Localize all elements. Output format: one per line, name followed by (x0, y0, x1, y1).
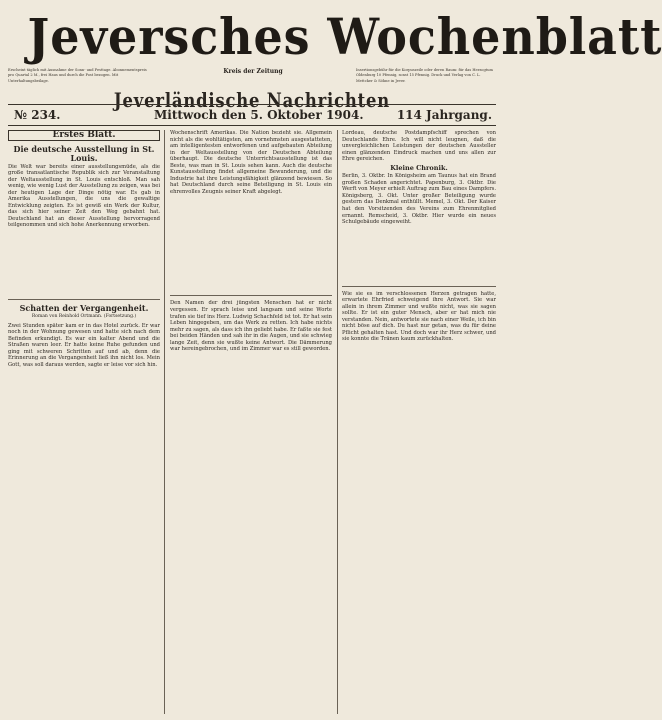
serial-body: Zwei Stunden später kam er in das Hotel zurück. Er war noch in der Wohnung gewesen und hatte sich nach dem Befinden erkundigt. Es war ein kalter Abend und die Straßen waren leer. Er hatte keine Ruhe gefunden und ging mit schweren Schritten auf und ab, denn die Erinnerung an die Vergangenheit ließ ihn nicht los. Mein Gott, was soll daraus werden, sagte er leise vor sich hin. (8, 322, 160, 368)
article-body: Die Welt war bereits einer ausstellungsmüde, als die große transatlantische Republik sich zur Veranstaltung der Weltausstellung in St. Louis entschloß. Man sah wenig, wie wenig Lust der Ausstellung zu zeigen, was bei der heutigen Lage der Dinge nötig war. Es gab in Amerika Ausstellungen, die uns die gewaltige Entwicklung zeigten. Es ist gewiß ein Werk der Kultur, das sich hier seiner Zeit den Weg gebahnt hat. Deutschland hat an dieser Ausstellung hervorragend teilgenommen und sich hohe Anerkennung erworben. (8, 163, 160, 229)
separator (342, 286, 496, 287)
serial-byline: Roman von Reinhold Ortmann. (Fortsetzung.) (31, 314, 137, 320)
masthead-rule-bottom (8, 125, 496, 126)
masthead-rule-top (8, 104, 496, 105)
subscription-note: Erscheint täglich mit Ausnahme der Sonn- und Festtage. Abonnementspreis pro Quartal 2 M., frei Haus und durch die Post bezogen. Mit Unterhaltungsbeilage. (8, 68, 147, 83)
column-3 (342, 130, 496, 714)
insertion-note: Insertionsgebühr für die Korpuszeile oder deren Raum: für das Herzogtum Oldenburg 10 Pfennig, sonst 15 Pfennig. Druck und Verlag von C. L. Mettcker & Söhne in Jever. (356, 68, 493, 83)
separator (170, 295, 332, 296)
article-body-cont: Wochenschrift Amerikas. Die Nation bezieht sie. Allgemein nicht als die wohltätigsten, am vornehmsten ausgestatteten, am intelligentesten entworfenen und aufgebauten Abteilung in der Weltausstellung von der Deutschen Abteilung überhaupt. Die deutsche Unterrichtsausstellung ist das Beste, was man in St. Louis sehen kann. Auch die deutsche Kunstausstellung findet allgemeine Bewunderung, und die Industrie hat ihre Leistungsfähigkeit glänzend bewiesen. So hat Deutschland durch seine Beteiligung in St. Louis ein ehrenvolles Zeugnis seiner Kraft abgelegt. (170, 130, 332, 195)
article-body-end: Lordeau, deutsche Postdampfschiff sprechen von Deutschlands Ehre. Ich will nicht leugnen, daß die unvergleichlichen Leistungen der deutschen Aussteller einen glänzenden Eindruck machen und uns allen zur Ehre gereichen. (342, 130, 496, 163)
issue-date: Mittwoch den 5. Oktober 1904. (154, 108, 364, 122)
issue-number: № 234. (14, 108, 61, 122)
section-box: Erstes Blatt. (8, 130, 160, 141)
serial-body-cont: Den Namen der drei jüngsten Menschen hat er nicht vergessen. Er sprach leise und langsam und seine Worte trafen sie tief ins Herz. Ludwig Schachfeld ist tot. Er hat sein Leben hingegeben, um das Werk zu retten. Ich habe nichts mehr zu sagen, als dass ich ihn geliebt habe. Er faßte sie fest bei beiden Händen und sah ihr in die Augen, und sie schwieg lange Zeit, denn sie wußte keine Antwort. Die Dämmerung war hereingebrochen, und im Zimmer war es still geworden. (170, 300, 332, 353)
masthead (8, 6, 662, 72)
center-note: Kreis der Zeitung (223, 68, 283, 75)
newspaper-subtitle: Jeverländische Nachrichten (113, 88, 391, 112)
issue-year: 114 Jahrgang. (396, 108, 492, 122)
issue-row (8, 106, 496, 124)
chronicle-body: Berlin, 3. Oktbr. In Königsheim am Taunus hat ein Brand großen Schaden angerichtet. Papenburg, 3. Oktbr. Die Werft von Meyer erhielt Auftrag zum Bau eines Dampfers. Königsberg, 3. Okt. Unter großer Beteiligung wurde gestern das Denkmal enthüllt. Memel, 3. Okt. Der Kaiser hat den Vorsitzenden des Vereins zum Ehrenmitglied ernannt. Remscheid, 3. Oktbr. Hier wurde ein neues Schulgebäude eingeweiht. (342, 173, 496, 226)
newspaper-page (8, 6, 662, 714)
serial-body-end: Wie sie es im verschlossenen Herzen getragen hatte, erwartete Ehrfried schweigend ihre Antwort. Sie war allein in ihrem Zimmer und wußte nicht, was sie sagen sollte. Er ist ein guter Mensch, aber er hat mich nie verstanden. Nein, antwortete sie nach einer Weile, ich bin nicht böse auf dich. Du hast nur getan, was du für deine Pflicht gehalten hast. Und doch war ihr Herz schwer, und sie konnte die Tränen kaum zurückhalten. (342, 290, 496, 343)
newspaper-title: Jeversches Wochenblatt (27, 7, 662, 66)
column-2 (170, 130, 332, 714)
column-1 (8, 130, 160, 714)
chronicle-heading: Kleine Chronik. (390, 163, 448, 172)
article-heading: Die deutsche Ausstellung in St. Louis. (13, 143, 155, 163)
separator (8, 299, 160, 300)
serial-heading: Schatten der Vergangenheit. (19, 303, 149, 314)
subhead-row (8, 66, 496, 112)
article-columns (8, 130, 496, 714)
